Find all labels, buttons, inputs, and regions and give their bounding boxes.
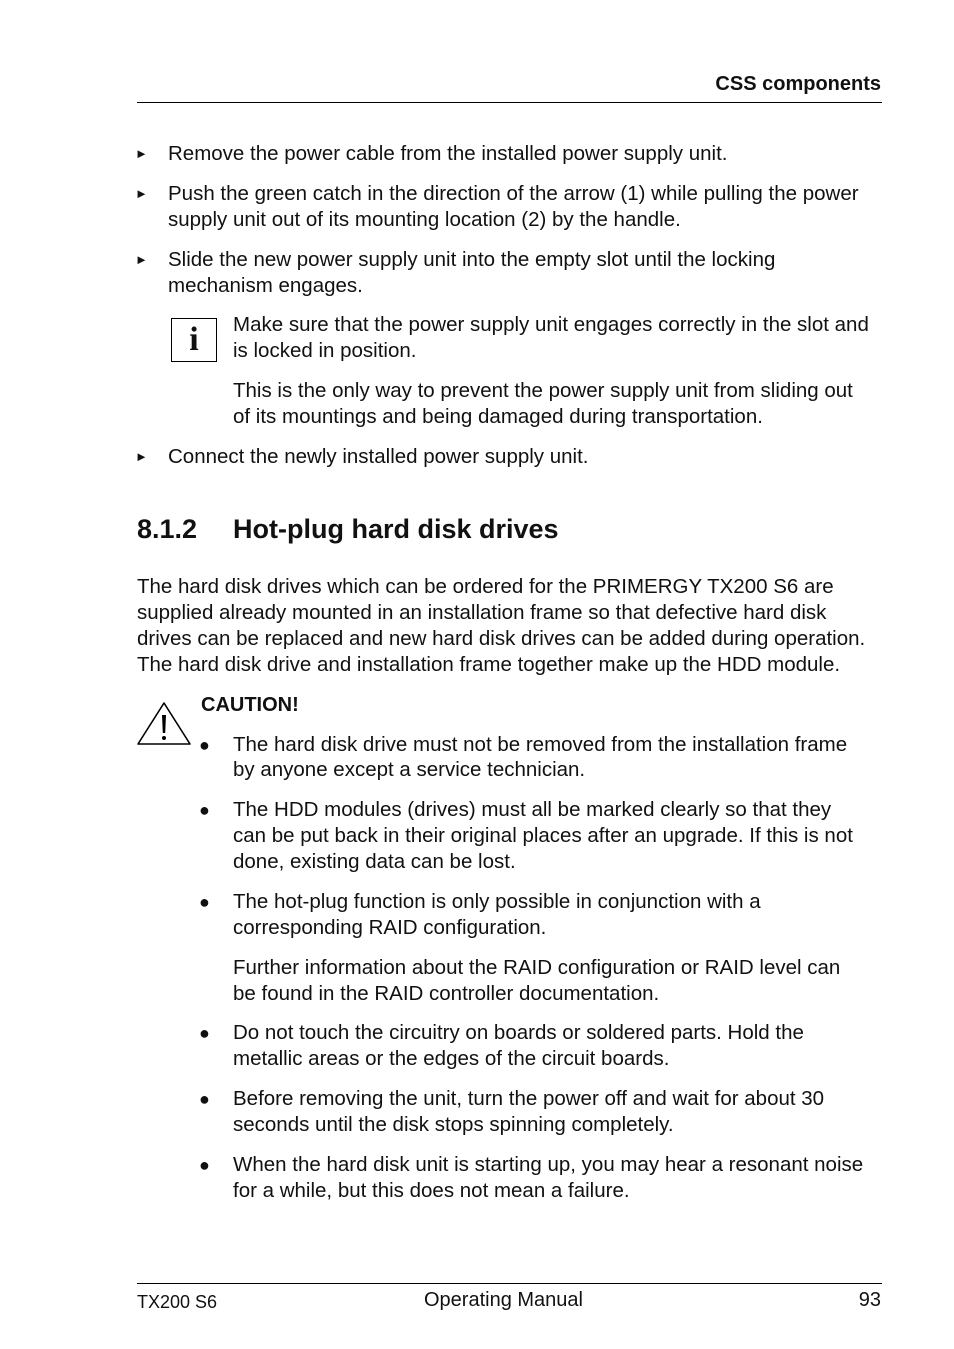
info-icon-glyph: i xyxy=(189,321,199,358)
footer-manual-title: Operating Manual xyxy=(424,1289,583,1311)
section-title: Hot-plug hard disk drives xyxy=(233,514,559,544)
step-arrow-icon: ► xyxy=(135,449,148,464)
caution-item-2-line-2: can be put back in their original places after an upgrade. If this is not xyxy=(233,824,853,847)
caution-note-line-2: be found in the RAID controller documentation. xyxy=(233,982,660,1005)
header-rule xyxy=(137,102,882,103)
caution-item-4-line-1: Do not touch the circuitry on boards or soldered parts. Hold the xyxy=(233,1021,804,1044)
intro-line-3: drives can be replaced and new hard disk drives can be added during operation. xyxy=(137,627,866,650)
footer-product: TX200 S6 xyxy=(137,1292,218,1312)
caution-item-3-line-2: corresponding RAID configuration. xyxy=(233,916,547,939)
intro-line-2: supplied already mounted in an installation frame so that defective hard disk xyxy=(137,601,827,624)
caution-item-4-line-2: metallic areas or the edges of the circuit boards. xyxy=(233,1047,670,1070)
caution-warning-icon xyxy=(136,700,192,746)
intro-line-1: The hard disk drives which can be ordered for the PRIMERGY TX200 S6 are xyxy=(137,575,834,598)
section-number: 8.1.2 xyxy=(137,514,198,544)
bullet-icon: ● xyxy=(199,800,210,820)
step-2-line-1: Push the green catch in the direction of the arrow (1) while pulling the power xyxy=(168,182,859,205)
step-arrow-icon: ► xyxy=(135,186,148,201)
caution-item-2-line-1: The HDD modules (drives) must all be marked clearly so that they xyxy=(233,798,832,821)
bullet-icon: ● xyxy=(199,1023,210,1043)
step-3-line-2: mechanism engages. xyxy=(168,274,363,297)
bullet-icon: ● xyxy=(199,1089,210,1109)
step-arrow-icon: ► xyxy=(135,252,148,267)
info-icon xyxy=(171,318,217,362)
info-para-2-line-1: This is the only way to prevent the power supply unit from sliding out xyxy=(233,379,853,402)
info-para-1-line-2: is locked in position. xyxy=(233,339,417,362)
caution-item-5-line-1: Before removing the unit, turn the power off and wait for about 30 xyxy=(233,1087,825,1110)
caution-item-3-line-1: The hot-plug function is only possible in conjunction with a xyxy=(233,890,761,913)
bullet-icon: ● xyxy=(199,1155,210,1175)
step-1-line-1: Remove the power cable from the installed power supply unit. xyxy=(168,142,728,165)
running-header-title: CSS components xyxy=(715,73,881,95)
caution-item-1-line-2: by anyone except a service technician. xyxy=(233,758,586,781)
info-para-2-line-2: of its mountings and being damaged during transportation. xyxy=(233,405,763,428)
bullet-icon: ● xyxy=(199,892,210,912)
caution-item-6-line-1: When the hard disk unit is starting up, you may hear a resonant noise xyxy=(233,1153,864,1176)
caution-item-1-line-1: The hard disk drive must not be removed from the installation frame xyxy=(233,733,848,756)
caution-label: CAUTION! xyxy=(201,694,299,716)
info-para-1-line-1: Make sure that the power supply unit engages correctly in the slot and xyxy=(233,313,869,336)
page-number: 93 xyxy=(858,1289,881,1311)
step-2-line-2: supply unit out of its mounting location (2) by the handle. xyxy=(168,208,681,231)
step-arrow-icon: ► xyxy=(135,146,148,161)
bullet-icon: ● xyxy=(199,735,210,755)
caution-item-5-line-2: seconds until the disk stops spinning completely. xyxy=(233,1113,674,1136)
footer-rule xyxy=(137,1283,882,1284)
intro-line-4: The hard disk drive and installation frame together make up the HDD module. xyxy=(137,653,841,676)
step-4-line-1: Connect the newly installed power supply unit. xyxy=(168,445,589,468)
step-3-line-1: Slide the new power supply unit into the empty slot until the locking xyxy=(168,248,776,271)
caution-item-2-line-3: done, existing data can be lost. xyxy=(233,850,516,873)
caution-item-6-line-2: for a while, but this does not mean a failure. xyxy=(233,1179,630,1202)
caution-note-line-1: Further information about the RAID configuration or RAID level can xyxy=(233,956,841,979)
